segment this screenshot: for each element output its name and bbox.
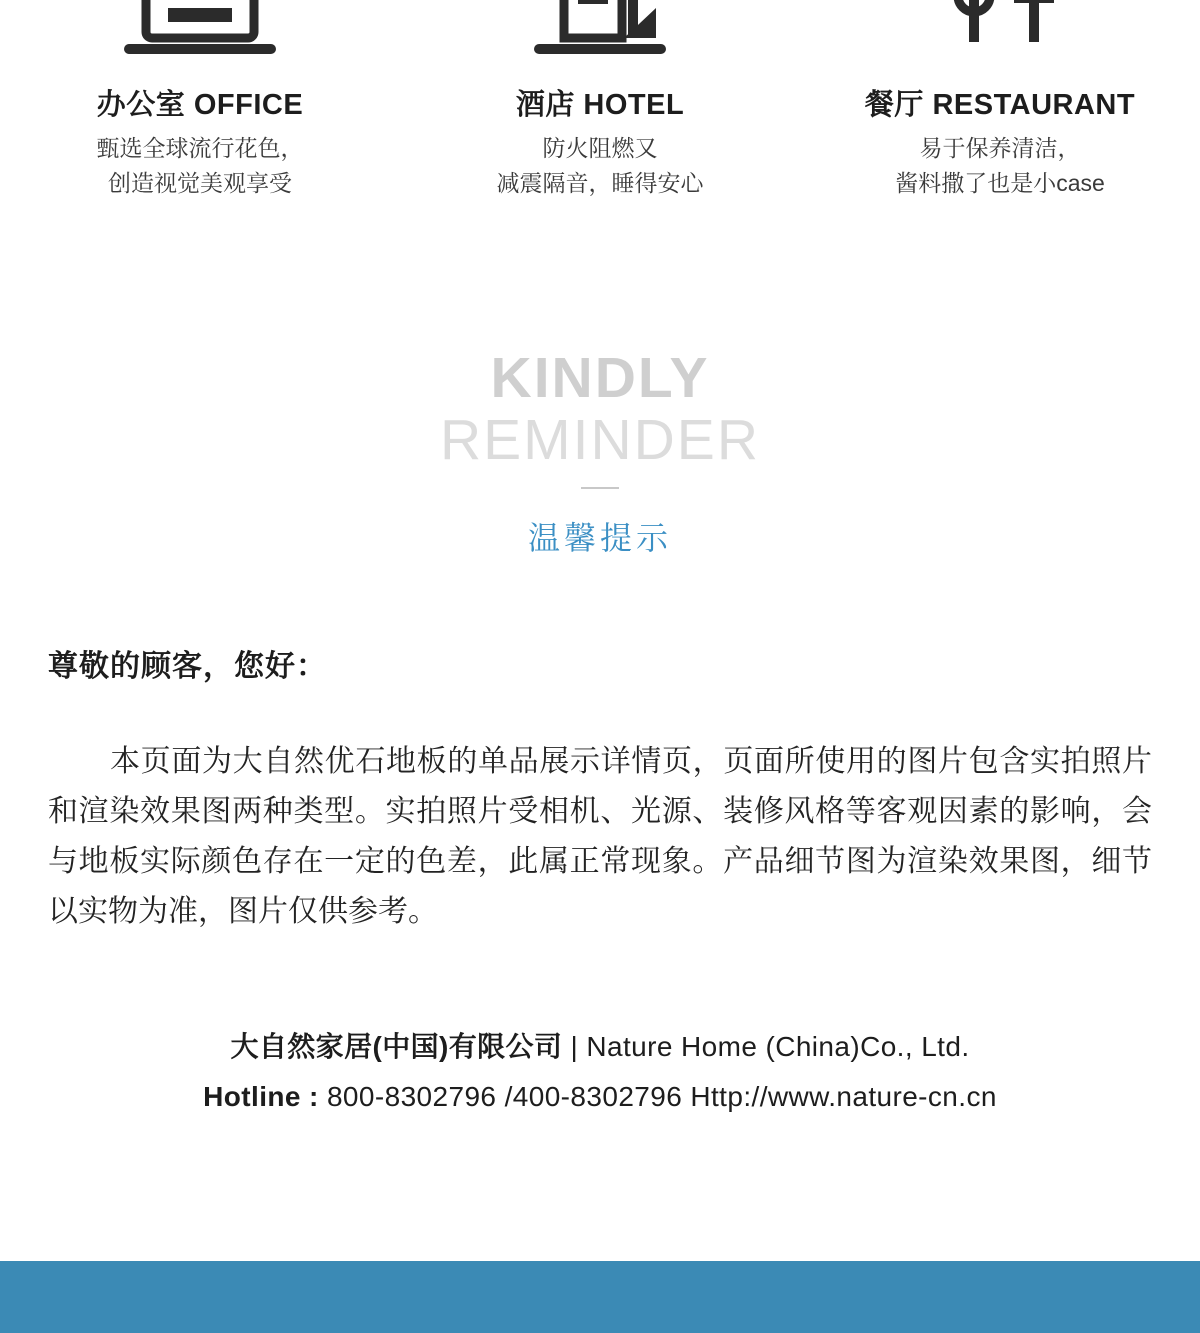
scenario-title: 餐厅 RESTAURANT bbox=[864, 89, 1136, 121]
scenario-title: 酒店 HOTEL bbox=[515, 89, 685, 121]
reminder-en-line-1: KINDLY bbox=[490, 346, 710, 410]
disclaimer-paragraph: 本页面为大自然优石地板的单品展示详情页，页面所使用的图片包含实拍照片和渲染效果图两种类型。实拍照片受相机、光源、装修风格等客观因素的影响，会与地板实际颜色存在一定的色差，此属正常现象。产品细节图为渲染效果图，细节以实物为准，图片仅供参考。 bbox=[48, 745, 1152, 928]
scenario-restaurant bbox=[800, 0, 1200, 201]
company-name-en: | Nature Home (China)Co., Ltd. bbox=[570, 1031, 970, 1062]
cutlery-icon bbox=[810, 0, 1190, 60]
scenario-desc bbox=[810, 131, 1190, 201]
divider bbox=[581, 487, 619, 489]
salutation: 尊敬的顾客，您好： bbox=[48, 650, 327, 683]
scenario-desc-line: 减震隔音，睡得安心 bbox=[496, 170, 704, 196]
scenario-desc-line: 酱料撒了也是小case bbox=[895, 170, 1105, 196]
reminder-letter bbox=[0, 641, 1200, 1113]
kindly-reminder-heading bbox=[0, 346, 1200, 559]
hotline-label: Hotline : bbox=[203, 1081, 319, 1112]
scenario-hotel bbox=[400, 0, 800, 201]
scenario-desc bbox=[10, 131, 390, 201]
hotel-building-icon bbox=[410, 0, 790, 60]
hotline-value: 800-8302796 /400-8302796 Http://www.nature-cn.cn bbox=[326, 1081, 997, 1112]
reminder-en-line-2: REMINDER bbox=[439, 408, 760, 472]
laptop-icon bbox=[10, 0, 390, 60]
company-info bbox=[48, 1025, 1152, 1113]
company-hotline-line bbox=[48, 1081, 1152, 1113]
scenario-desc-line: 创造视觉美观享受 bbox=[108, 170, 292, 196]
scenario-desc bbox=[410, 131, 790, 201]
scenario-title: 办公室 OFFICE bbox=[96, 89, 304, 121]
scenario-desc-line: 甄选全球流行花色， bbox=[96, 135, 304, 161]
scenario-desc-line: 防火阻燃又 bbox=[542, 135, 658, 161]
bottom-color-band bbox=[0, 1261, 1200, 1333]
scenario-office bbox=[0, 0, 400, 201]
scenario-row bbox=[0, 0, 1200, 201]
reminder-cn-title: 温馨提示 bbox=[527, 520, 672, 556]
company-name-cn: 大自然家居(中国)有限公司 bbox=[230, 1031, 563, 1062]
scenario-desc-line: 易于保养清洁， bbox=[919, 135, 1081, 161]
company-name-line bbox=[48, 1025, 1152, 1065]
